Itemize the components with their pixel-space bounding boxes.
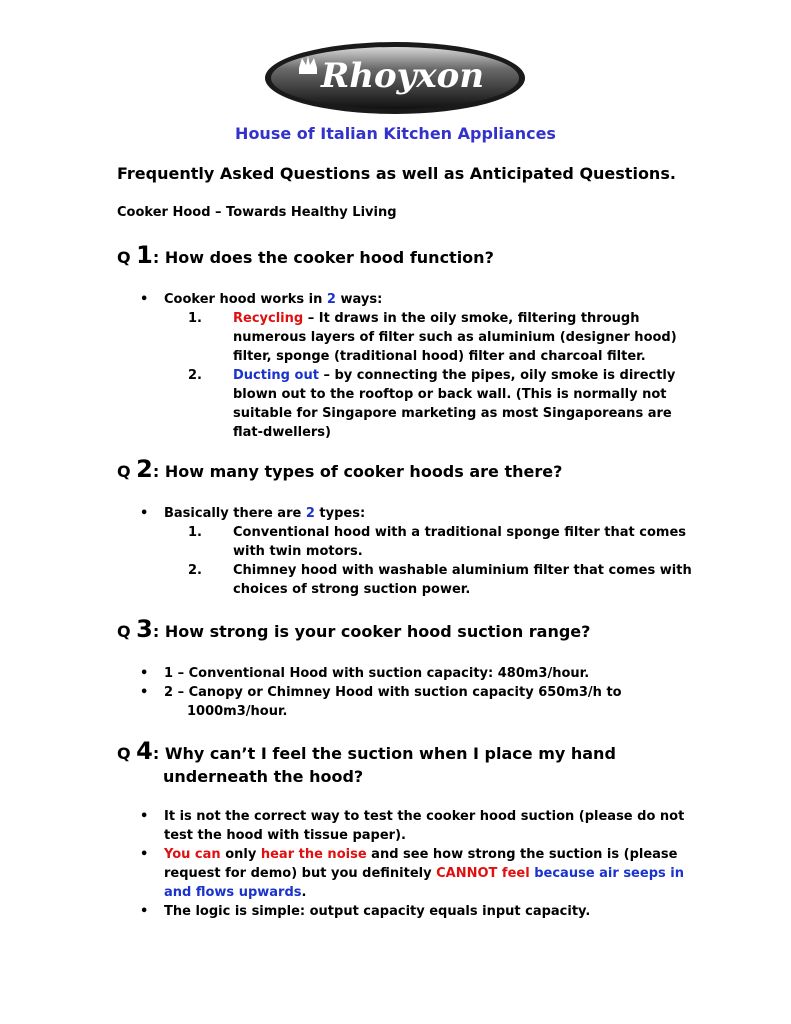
logo-wordmark: Rhoyxon bbox=[321, 56, 485, 96]
question-1-heading: Q 1: How does the cooker hood function? bbox=[117, 241, 494, 269]
logo-badge bbox=[255, 38, 535, 122]
question-2-heading: Q 2: How many types of cooker hoods are there? bbox=[117, 455, 563, 483]
list-item: • You can only hear the noise and see how strong the suction is (please request for demo) but you definitely CANNOT feel because air seeps in and flows upwards. bbox=[140, 845, 700, 902]
list-item: 1. Recycling – It draws in the oily smoke, filtering through numerous layers of filter such as aluminium (designer hood) filter, sponge (traditional hood) filter and charcoal filter. bbox=[188, 311, 677, 364]
question-3-heading: Q 3: How strong is your cooker hood suction range? bbox=[117, 615, 591, 643]
list-item: • It is not the correct way to test the cooker hood suction (please do not test the hood with tissue paper). bbox=[140, 807, 700, 845]
document-subtitle: Cooker Hood – Towards Healthy Living bbox=[117, 205, 397, 220]
list-item: • Cooker hood works in 2 ways: 1. Recycling – It draws in the oily smoke, filtering through numerous layers of filter such as aluminium (designer hood) filter, sponge (traditional hood) filter and charcoal filter. 2. Ducting out – by connecting the pipes, oily smoke is directly blown out to the rooftop or back wall. (This is normally not suitable for Singapore marketing as most Singaporeans are flat-dwellers) bbox=[140, 290, 700, 442]
question-4-heading: Q 4: Why can’t I feel the suction when I place my hand underneath the hood? bbox=[117, 737, 616, 786]
list-item: • 1 – Conventional Hood with suction capacity: 480m3/hour. bbox=[140, 664, 700, 683]
list-item: • 2 – Canopy or Chimney Hood with suction capacity 650m3/h to 1000m3/hour. bbox=[140, 683, 700, 721]
list-item: 2. Ducting out – by connecting the pipes, oily smoke is directly blown out to the rooftop or back wall. (This is normally not suitable for Singapore marketing as most Singaporeans are flat-dwellers) bbox=[188, 368, 676, 440]
answer-4-list bbox=[140, 807, 700, 921]
document-title: Frequently Asked Questions as well as Anticipated Questions. bbox=[117, 164, 676, 183]
answer-1-list bbox=[140, 290, 700, 442]
answer-3-list bbox=[140, 664, 700, 721]
rhoyxon-logo bbox=[255, 38, 535, 122]
list-item: • Basically there are 2 types: 1. Conventional hood with a traditional sponge filter that comes with twin motors. 2. Chimney hood with washable aluminium filter that comes with choices of strong suction power. bbox=[140, 504, 700, 599]
list-item: 1. Conventional hood with a traditional sponge filter that comes with twin motors. bbox=[188, 525, 687, 559]
list-item: 2. Chimney hood with washable aluminium filter that comes with choices of strong suction power. bbox=[188, 563, 692, 597]
company-name: House of Italian Kitchen Appliances bbox=[235, 124, 556, 143]
list-item: • The logic is simple: output capacity equals input capacity. bbox=[140, 902, 700, 921]
answer-2-list bbox=[140, 504, 700, 599]
